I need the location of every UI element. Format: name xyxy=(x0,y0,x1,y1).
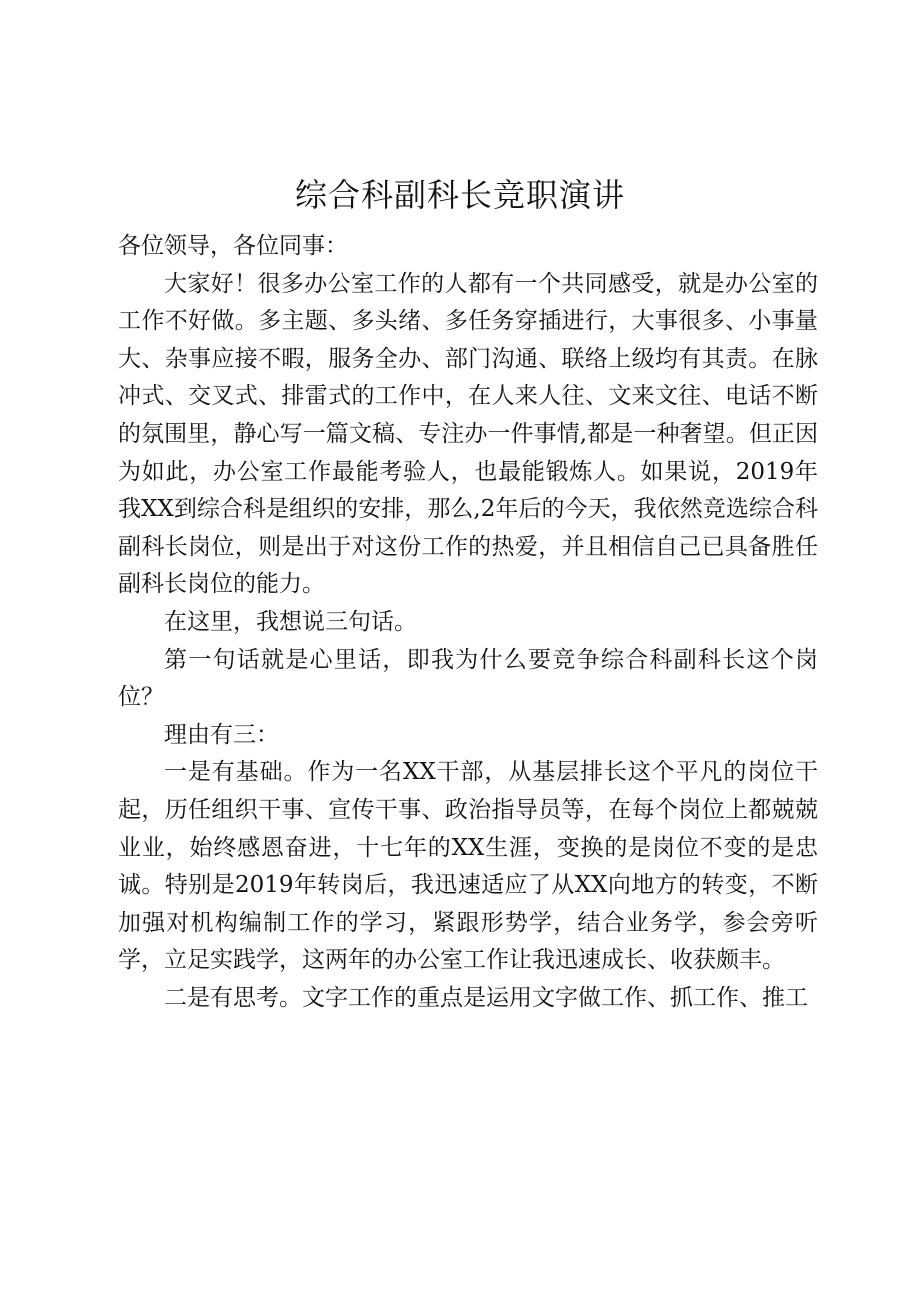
paragraph-first-sentence: 第一句话就是心里话，即我为什么要竞争综合科副科长这个岗位？ xyxy=(118,646,818,711)
paragraph-reasons: 理由有三： xyxy=(164,721,279,748)
paragraph-three-sentences: 在这里，我想说三句话。 xyxy=(164,608,417,635)
document-title: 综合科副科长竞职演讲 xyxy=(294,176,625,214)
document-body xyxy=(118,228,818,1017)
paragraph-foundation: 一是有基础。作为一名XX干部，从基层排长这个平凡的岗位干起，历任组织干事、宣传干事、政治指导员等，在每个岗位上都兢兢业业，始终感恩奋进，十七年的XX生涯，变换的是岗位不变的是忠诚。特别是2019年转岗后，我迅速适应了从XX向地方的转变，不断加强对机构编制工作的学习，紧跟形势学，结合业务学，参会旁听学，立足实践学，这两年的办公室工作让我迅速成长、收获颇丰。 xyxy=(118,759,818,974)
salutation: 各位领导，各位同事： xyxy=(118,233,348,259)
paragraph-thinking: 二是有思考。文字工作的重点是运用文字做工作、抓工作、推工 xyxy=(164,984,808,1011)
paragraph-greeting: 大家好！很多办公室工作的人都有一个共同感受，就是办公室的工作不好做。多主题、多头绪、多任务穿插进行，大事很多、小事量大、杂事应接不暇，服务全办、部门沟通、联络上级均有其责。在脉冲式、交叉式、排雷式的工作中，在人来人往、文来文往、电话不断的氛围里，静心写一篇文稿、专注办一件事情,都是一种奢望。但正因为如此，办公室工作最能考验人，也最能锻炼人。如果说，2019年我XX到综合科是组织的安排，那么,2年后的今天，我依然竞选综合科副科长岗位，则是出于对这份工作的热爱，并且相信自己已具备胜任副科长岗位的能力。 xyxy=(118,270,818,598)
